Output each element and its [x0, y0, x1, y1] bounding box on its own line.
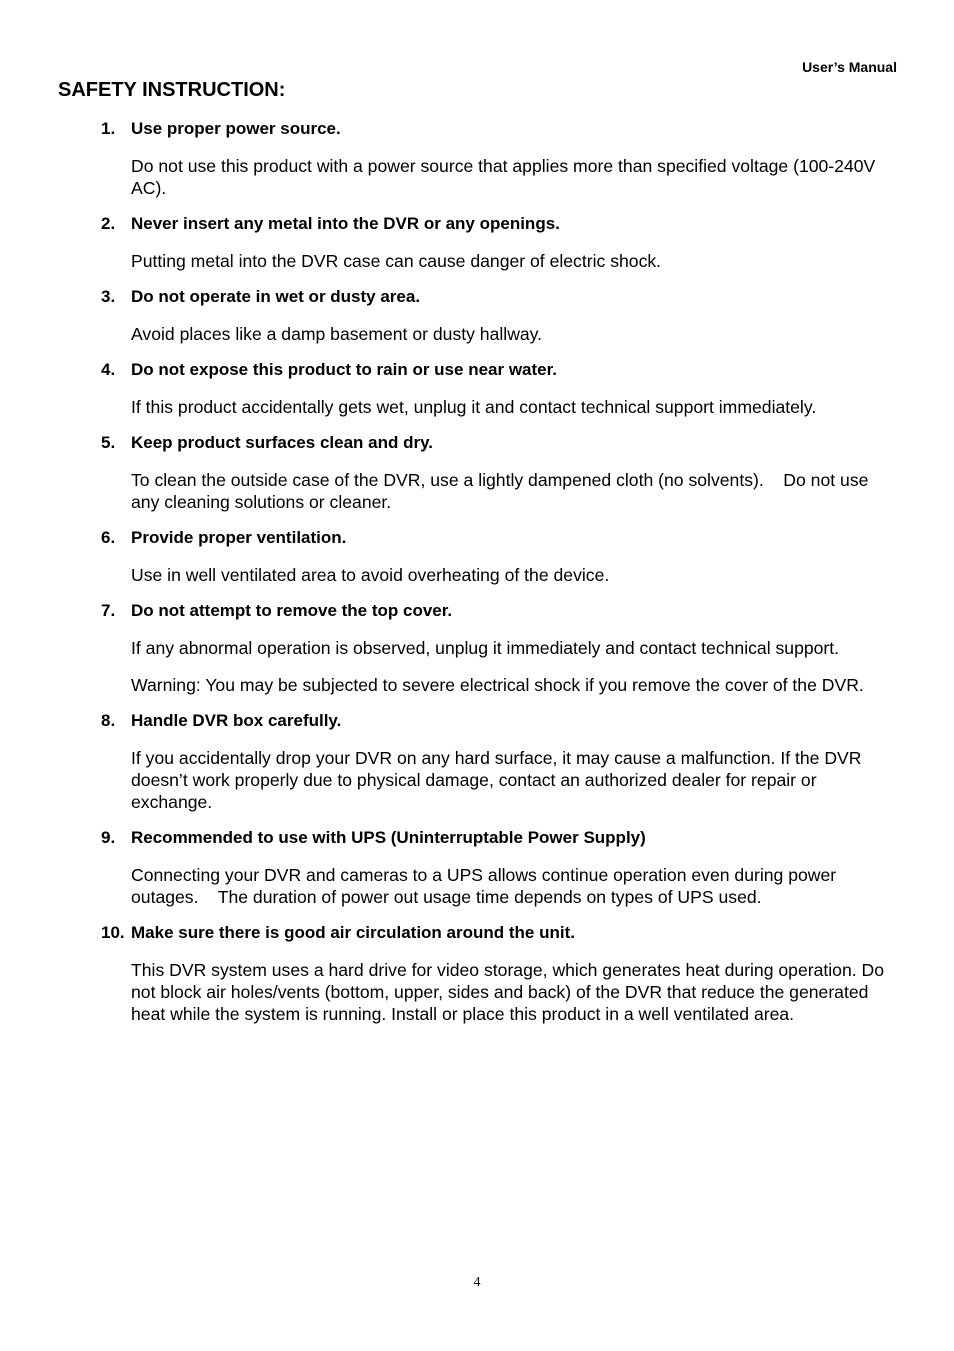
page-number: 4 [473, 1275, 481, 1290]
item-heading: Make sure there is good air circulation around the unit. [131, 923, 575, 942]
item-number: 6. [101, 528, 116, 547]
item-number: 4. [101, 360, 116, 379]
list-item [101, 432, 901, 513]
item-paragraph: Avoid places like a damp basement or dusty hallway. [131, 324, 543, 344]
item-heading-row [101, 827, 901, 849]
item-paragraph: If this product accidentally gets wet, unplug it and contact technical support immediately. [131, 397, 817, 417]
item-heading-row [101, 286, 901, 308]
item-heading-row [101, 432, 901, 454]
list-item [101, 827, 901, 908]
list-item [101, 600, 901, 696]
item-number: 2. [101, 214, 116, 233]
manual-header-label: User’s Manual [802, 59, 897, 75]
list-item [101, 710, 901, 813]
item-heading-row [101, 600, 901, 622]
list-item [101, 922, 901, 1025]
item-heading-row [101, 527, 901, 549]
item-heading-row [101, 922, 901, 944]
item-heading: Do not attempt to remove the top cover. [131, 601, 453, 620]
safety-instruction-list [101, 118, 901, 1039]
list-item [101, 359, 901, 418]
item-heading: Recommended to use with UPS (Uninterruptable Power Supply) [131, 828, 646, 847]
list-item [101, 286, 901, 345]
section-title: SAFETY INSTRUCTION: [58, 79, 286, 101]
item-heading: Keep product surfaces clean and dry. [131, 433, 433, 452]
list-item [101, 527, 901, 586]
item-heading-row [101, 359, 901, 381]
item-heading: Handle DVR box carefully. [131, 711, 342, 730]
item-paragraph: If you accidentally drop your DVR on any hard surface, it may cause a malfunction. If the DVR doesn’t work properly due to physical damage, contact an authorized dealer for repair or exchange. [131, 748, 862, 812]
item-heading: Do not expose this product to rain or use near water. [131, 360, 558, 379]
item-number: 1. [101, 119, 116, 138]
item-heading-row [101, 118, 901, 140]
item-paragraph: Warning: You may be subjected to severe electrical shock if you remove the cover of the DVR. [131, 675, 864, 695]
list-item [101, 118, 901, 199]
item-number: 10. [101, 923, 125, 942]
item-number: 8. [101, 711, 116, 730]
list-item [101, 213, 901, 272]
item-paragraph: Connecting your DVR and cameras to a UPS allows continue operation even during power outages. The duration of power out usage time depends on types of UPS used. [131, 865, 837, 907]
item-number: 5. [101, 433, 116, 452]
item-number: 7. [101, 601, 116, 620]
item-heading: Never insert any metal into the DVR or any openings. [131, 214, 560, 233]
item-heading-row [101, 710, 901, 732]
item-heading-row [101, 213, 901, 235]
item-number: 9. [101, 828, 116, 847]
item-paragraph: This DVR system uses a hard drive for video storage, which generates heat during operation. Do not block air holes/vents (bottom, upper, sides and back) of the DVR that reduce the generated heat while the system is running. Install or place this product in a well ventilated area. [131, 960, 885, 1024]
item-heading: Do not operate in wet or dusty area. [131, 287, 421, 306]
item-paragraph: Use in well ventilated area to avoid overheating of the device. [131, 565, 610, 585]
item-heading: Provide proper ventilation. [131, 528, 347, 547]
item-paragraph: To clean the outside case of the DVR, use a lightly dampened cloth (no solvents). Do not use any cleaning solutions or cleaner. [131, 470, 869, 512]
item-paragraph: Do not use this product with a power source that applies more than specified voltage (100-240V AC). [131, 156, 876, 198]
item-paragraph: Putting metal into the DVR case can cause danger of electric shock. [131, 251, 662, 271]
item-number: 3. [101, 287, 116, 306]
item-paragraph: If any abnormal operation is observed, unplug it immediately and contact technical support. [131, 638, 840, 658]
item-heading: Use proper power source. [131, 119, 341, 138]
